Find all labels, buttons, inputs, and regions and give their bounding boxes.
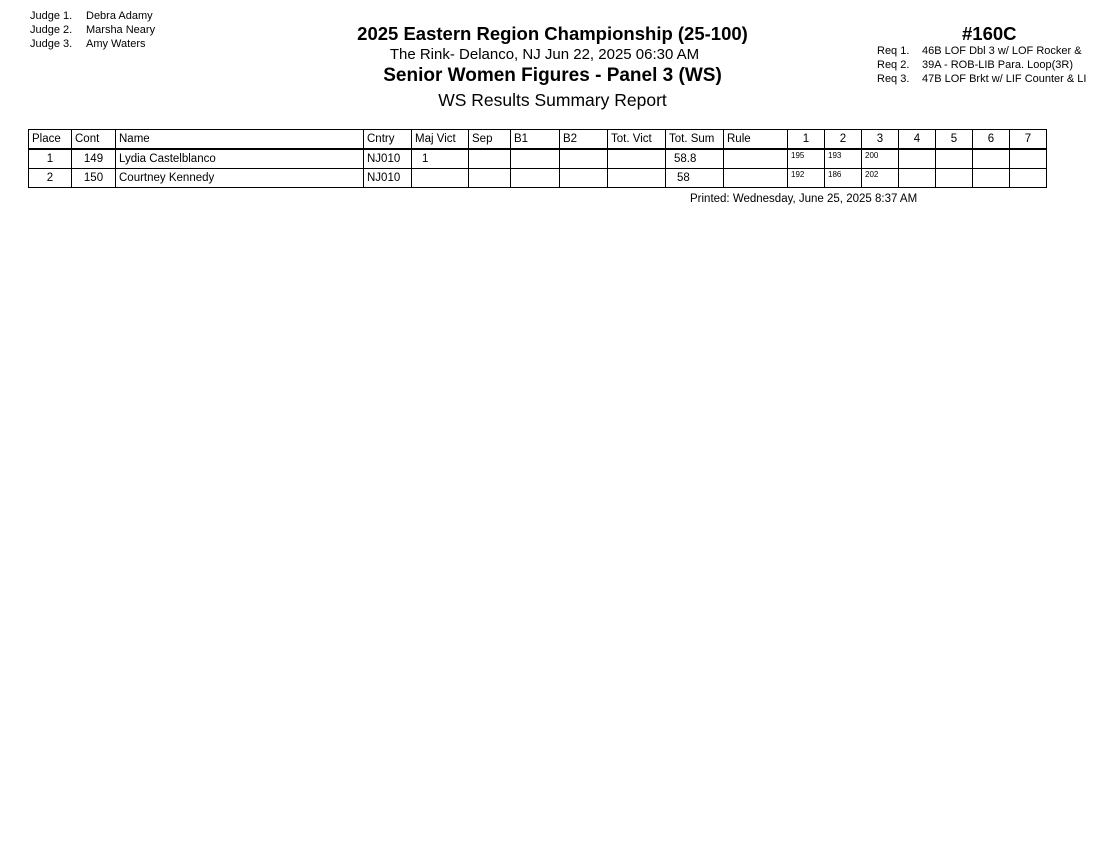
tot-sum-cell: 58 bbox=[666, 169, 724, 188]
judge-2-score-cell: 186 bbox=[825, 169, 862, 188]
judge-6-score-cell bbox=[973, 149, 1010, 169]
b1-cell bbox=[511, 169, 560, 188]
col-judge-6-header: 6 bbox=[973, 130, 1010, 150]
judge-6-score-cell bbox=[973, 169, 1010, 188]
venue-date: The Rink- Delanco, NJ Jun 22, 2025 06:30 AM bbox=[389, 46, 700, 63]
tot-vict-cell bbox=[608, 149, 666, 169]
judge-1-score-cell: 195 bbox=[788, 149, 825, 169]
judge-7-score-cell bbox=[1010, 169, 1047, 188]
requirement-3: Req 3. 47B LOF Brkt w/ LIF Counter & LI bbox=[877, 73, 1087, 85]
judge-7-score-cell bbox=[1010, 149, 1047, 169]
table-row bbox=[29, 169, 1047, 188]
col-tot-sum-header: Tot. Sum bbox=[666, 130, 724, 150]
col-judge-4-header: 4 bbox=[899, 130, 936, 150]
col-sep-header: Sep bbox=[469, 130, 511, 150]
cntry-cell: NJ010 bbox=[364, 169, 412, 188]
competition-title: 2025 Eastern Region Championship (25-100) bbox=[357, 23, 748, 44]
header-row bbox=[29, 130, 1047, 150]
judge-1: Judge 1. Debra Adamy bbox=[30, 10, 153, 22]
printed-timestamp: Printed: Wednesday, June 25, 2025 8:37 AM bbox=[690, 193, 918, 205]
col-name-header: Name bbox=[116, 130, 364, 150]
requirement-2: Req 2. 39A - ROB-LIB Para. Loop(3R) bbox=[877, 59, 1074, 71]
col-judge-3-header: 3 bbox=[862, 130, 899, 150]
b2-cell bbox=[560, 149, 608, 169]
judge-5-score-cell bbox=[936, 149, 973, 169]
col-place-header: Place bbox=[29, 130, 72, 150]
results-table bbox=[28, 129, 1047, 188]
col-judge-5-header: 5 bbox=[936, 130, 973, 150]
table-row bbox=[29, 149, 1047, 169]
judge-4-score-cell bbox=[899, 149, 936, 169]
rule-cell bbox=[724, 149, 788, 169]
col-cntry-header: Cntry bbox=[364, 130, 412, 150]
judges-list bbox=[30, 9, 155, 51]
title-block bbox=[300, 22, 805, 111]
judge-2: Judge 2. Marsha Neary bbox=[30, 24, 156, 36]
judge-5-score-cell bbox=[936, 169, 973, 188]
sep-cell bbox=[469, 169, 511, 188]
maj-vict-cell bbox=[412, 169, 469, 188]
col-b1-header: B1 bbox=[511, 130, 560, 150]
judge-3-score-cell: 202 bbox=[862, 169, 899, 188]
cont-cell: 150 bbox=[72, 169, 116, 188]
judge-1-score-cell: 192 bbox=[788, 169, 825, 188]
name-cell: Courtney Kennedy bbox=[116, 169, 364, 188]
tot-sum-cell: 58.8 bbox=[666, 149, 724, 169]
col-tot-vict-header: Tot. Vict bbox=[608, 130, 666, 150]
b1-cell bbox=[511, 149, 560, 169]
event-number: #160C bbox=[962, 23, 1017, 44]
col-b2-header: B2 bbox=[560, 130, 608, 150]
b2-cell bbox=[560, 169, 608, 188]
event-title: Senior Women Figures - Panel 3 (WS) bbox=[383, 65, 722, 86]
rule-cell bbox=[724, 169, 788, 188]
judge-3-score-cell: 200 bbox=[862, 149, 899, 169]
col-judge-7-header: 7 bbox=[1010, 130, 1047, 150]
col-judge-1-header: 1 bbox=[788, 130, 825, 150]
col-rule-header: Rule bbox=[724, 130, 788, 150]
place-cell: 2 bbox=[29, 169, 72, 188]
report-title: WS Results Summary Report bbox=[438, 90, 667, 110]
col-maj-vict-header: Maj Vict bbox=[412, 130, 469, 150]
maj-vict-cell: 1 bbox=[412, 149, 469, 169]
name-cell: Lydia Castelblanco bbox=[116, 149, 364, 169]
cont-cell: 149 bbox=[72, 149, 116, 169]
col-judge-2-header: 2 bbox=[825, 130, 862, 150]
place-cell: 1 bbox=[29, 149, 72, 169]
requirements-list bbox=[877, 44, 1100, 86]
tot-vict-cell bbox=[608, 169, 666, 188]
judge-4-score-cell bbox=[899, 169, 936, 188]
requirement-1: Req 1. 46B LOF Dbl 3 w/ LOF Rocker & bbox=[877, 45, 1082, 57]
cntry-cell: NJ010 bbox=[364, 149, 412, 169]
judge-3: Judge 3. Amy Waters bbox=[30, 38, 146, 50]
judge-2-score-cell: 193 bbox=[825, 149, 862, 169]
sep-cell bbox=[469, 149, 511, 169]
col-cont-header: Cont bbox=[72, 130, 116, 150]
